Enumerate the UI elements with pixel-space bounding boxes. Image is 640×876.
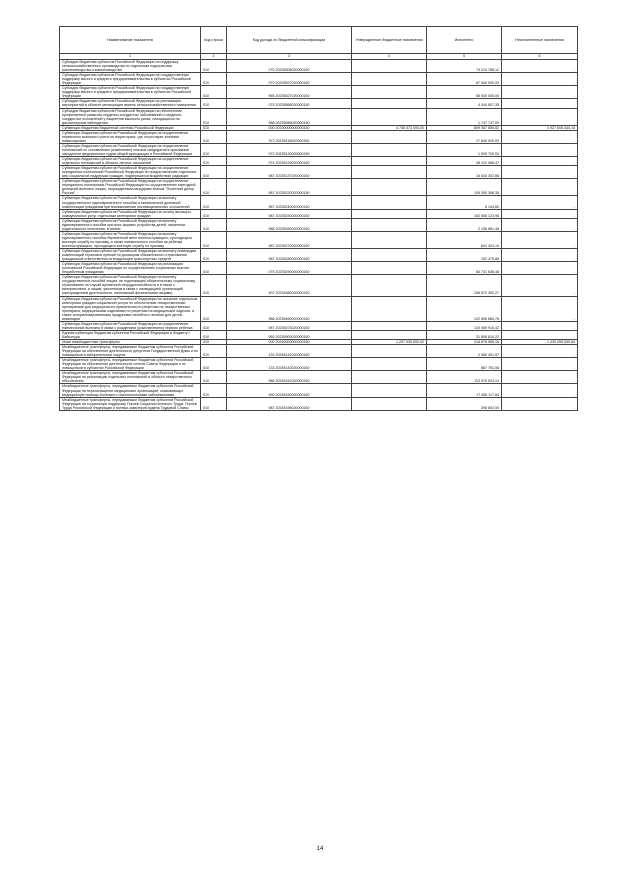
approved-amount: 4 736 573 000,00 — [352, 125, 427, 130]
income-code: 972 20235120020000150 — [227, 143, 352, 156]
budget-income-table — [59, 26, 578, 411]
executed-amount: 74 124 788,12 — [427, 60, 502, 73]
income-code: 987 20235137020000150 — [227, 166, 352, 179]
row-code: 010 — [201, 275, 227, 296]
row-code: 010 — [201, 218, 227, 231]
table-row — [60, 209, 578, 218]
column-number: 3 — [227, 54, 352, 60]
row-code: 010 — [201, 296, 227, 321]
income-code: 979 20225527020000150 — [227, 73, 352, 86]
executed-amount: 48 122 468,47 — [427, 157, 502, 166]
approved-amount — [352, 262, 427, 275]
row-code: 010 — [201, 371, 227, 384]
executed-amount: 58 540 000,00 — [427, 86, 502, 99]
executed-amount: 122 896 685,78 — [427, 296, 502, 321]
income-code: 075 20235568020000150 — [227, 99, 352, 108]
not-executed-amount: - — [502, 345, 578, 358]
row-name: Субвенции бюджетам бюджетной системы Российской Федерации — [60, 125, 201, 130]
income-code: 972 20235118020000150 — [227, 130, 352, 143]
executed-amount: 841 423,19 — [427, 231, 502, 248]
row-name: Межбюджетные трансферты, передаваемые бюджетам субъектов Российской Федерации на социальную поддержку Героев Социалистического Труда, Героев Труда Российской Федерации и полных кавалеров ордена Трудовой Славы — [60, 397, 201, 410]
not-executed-amount: - — [502, 143, 578, 156]
row-name: Межбюджетные трансферты, передаваемые бюджетам субъектов Российской Федерации на обеспечение деятельности депутатов Государственной Думы и их помощников в избирательных округах — [60, 345, 201, 358]
executed-amount: 1 505 700,00 — [427, 143, 502, 156]
row-name: Субвенции бюджетам субъектов Российской Федерации на осуществление отдельных полномочий в области лесных отношений — [60, 157, 201, 166]
approved-amount — [352, 166, 427, 179]
income-code: 986 20245161020000150 — [227, 371, 352, 384]
row-code: 010 — [201, 262, 227, 275]
executed-amount: 106 672 392,27 — [427, 275, 502, 296]
income-code: 907 20235380020000150 — [227, 275, 352, 296]
row-code: 010 — [201, 231, 227, 248]
column-number: 2 — [201, 54, 227, 60]
approved-amount — [352, 130, 427, 143]
executed-amount: 84 731 638,48 — [427, 262, 502, 275]
row-name: Субвенции бюджетам субъектов Российской Федерации на осуществление полномочий по составлению (изменению) списков кандидатов в присяжные заседатели федеральных судов общей юрисдикции в Российской Федерации — [60, 143, 201, 156]
not-executed-amount: - — [502, 296, 578, 321]
income-code: 988 20235586020000150 — [227, 108, 352, 125]
row-code: 010 — [201, 143, 227, 156]
table-row — [60, 73, 578, 86]
table-row — [60, 358, 578, 371]
row-code: 010 — [201, 157, 227, 166]
executed-amount: 4 344 607,35 — [427, 99, 502, 108]
not-executed-amount: - — [502, 249, 578, 262]
row-code: 010 — [201, 330, 227, 339]
row-code: 010 — [201, 321, 227, 330]
income-code: 133 20245142020000150 — [227, 358, 352, 371]
income-code: 974 20235129020000150 — [227, 157, 352, 166]
row-code: 010 — [201, 125, 227, 130]
approved-amount — [352, 99, 427, 108]
approved-amount — [352, 384, 427, 397]
income-code: 987 20245198020000150 — [227, 397, 352, 410]
row-code: 010 — [201, 340, 227, 345]
not-executed-amount: - — [502, 166, 578, 179]
header-income-code: Код дохода по бюджетной классификации — [227, 27, 352, 54]
approved-amount — [352, 179, 427, 196]
row-name: Субсидии бюджетам субъектов Российской Федерации на государственную поддержку малого и среднего предпринимательства в субъектах Российской Федерации — [60, 73, 201, 86]
row-code: 010 — [201, 108, 227, 125]
executed-amount: 152 475,86 — [427, 249, 502, 262]
executed-amount: 6 144,60 — [427, 196, 502, 209]
approved-amount — [352, 296, 427, 321]
approved-amount — [352, 321, 427, 330]
row-code: 010 — [201, 397, 227, 410]
row-name: Субсидии бюджетам субъектов Российской Федерации на реализацию мероприятий в области мелиорации земель сельскохозяйственного назначения — [60, 99, 201, 108]
not-executed-amount: - — [502, 384, 578, 397]
approved-amount — [352, 218, 427, 231]
not-executed-amount: - — [502, 209, 578, 218]
row-code: 010 — [201, 73, 227, 86]
executed-amount: 2 960 451,97 — [427, 345, 502, 358]
table-row — [60, 330, 578, 339]
table-row — [60, 157, 578, 166]
table-row — [60, 296, 578, 321]
column-number: 5 — [427, 54, 502, 60]
row-name: Субвенции бюджетам субъектов Российской Федерации на выплату единовременного пособия беременной жене военнослужащего, проходящего военную службу по призыву, а также ежемесячного пособия на ребенка военнослужащего, проходящего военную службу по призыву — [60, 231, 201, 248]
row-code: 010 — [201, 358, 227, 371]
row-code: 010 — [201, 209, 227, 218]
column-number: 4 — [352, 54, 427, 60]
row-name: Межбюджетные трансферты, передаваемые бюджетам субъектов Российской Федерации на обеспечение деятельности членов Совета Федерации и их помощников в субъектах Российской Федерации — [60, 358, 201, 371]
page-number: 14 — [316, 846, 324, 852]
row-name: Единая субвенция бюджетам субъектов Российской Федерации и бюджету г. Байконура — [60, 330, 201, 339]
table-row — [60, 231, 578, 248]
income-code: 988 20235260020000150 — [227, 218, 352, 231]
table-row — [60, 60, 578, 73]
approved-amount — [352, 397, 427, 410]
table-row — [60, 397, 578, 410]
income-code: 965 20235900020000150 — [227, 330, 352, 339]
row-name: Субвенции бюджетам субъектов Российской Федерации на реализацию полномочий Российской Федерации по осуществлению социальных выплат безработным гражданам — [60, 262, 201, 275]
row-code: 010 — [201, 130, 227, 143]
executed-amount: 113 975 524,14 — [427, 371, 502, 384]
table-row — [60, 130, 578, 143]
table-row — [60, 275, 578, 296]
header-not-executed: Неисполненные назначения — [502, 27, 578, 54]
income-code: 000 20240000000000150 — [227, 340, 352, 345]
not-executed-amount: - — [502, 130, 578, 143]
approved-amount — [352, 249, 427, 262]
table-row — [60, 108, 578, 125]
not-executed-amount: 1 039 059 530,84 — [502, 340, 578, 345]
income-code: 000 20230000000000150 — [227, 125, 352, 130]
row-code: 010 — [201, 179, 227, 196]
table-row — [60, 143, 578, 156]
executed-amount: 87 540 000,00 — [427, 73, 502, 86]
executed-amount: 16 543 302,88 — [427, 166, 502, 179]
row-code: 010 — [201, 345, 227, 358]
not-executed-amount: - — [502, 196, 578, 209]
executed-amount: 887 761,58 — [427, 358, 502, 371]
income-code: 987 20235240020000150 — [227, 196, 352, 209]
executed-amount: 17 266 117,84 — [427, 384, 502, 397]
row-name: Субсидии бюджетам субъектов Российской Федерации на государственную поддержку малого и среднего предпринимательства в субъектах Российской Федерации — [60, 86, 201, 99]
row-code: 010 — [201, 196, 227, 209]
income-code: 075 20235508020000150 — [227, 60, 352, 73]
not-executed-amount: - — [502, 321, 578, 330]
not-executed-amount: - — [502, 397, 578, 410]
income-code: 133 20245141020000150 — [227, 345, 352, 358]
not-executed-amount: - — [502, 108, 578, 125]
not-executed-amount: - — [502, 218, 578, 231]
row-name: Субвенции бюджетам субъектов Российской Федерации на выплату инвалидам компенсаций страховых премий по договорам обязательного страхования гражданской ответственности владельцев транспортных средств — [60, 249, 201, 262]
executed-amount: 2 158 881,48 — [427, 218, 502, 231]
row-name: Межбюджетные трансферты, передаваемые бюджетам субъектов Российской Федерации на реализацию отдельных полномочий в области лекарственного обеспечения — [60, 371, 201, 384]
approved-amount — [352, 73, 427, 86]
not-executed-amount: - — [502, 262, 578, 275]
row-name: Субсидии бюджетам субъектов Российской Федерации на поддержку сельскохозяйственного производства по отдельным подотраслям растениеводства и животноводства — [60, 60, 201, 73]
table-row — [60, 384, 578, 397]
not-executed-amount: - — [502, 157, 578, 166]
table-row — [60, 86, 578, 99]
not-executed-amount: - — [502, 86, 578, 99]
row-code: 010 — [201, 60, 227, 73]
approved-amount: 1 257 935 500,00 — [352, 340, 427, 345]
row-name: Субвенции бюджетам субъектов Российской Федерации на выплату единовременного пособия при всех формах устройства детей, лишенных родительского попечения, в семью — [60, 218, 201, 231]
row-name: Субвенции бюджетам субъектов Российской Федерации на осуществление первичного воинского учета на территориях, где отсутствуют военные комиссариаты — [60, 130, 201, 143]
income-code: 075 20235290020000150 — [227, 262, 352, 275]
executed-amount: 31 808 810,22 — [427, 330, 502, 339]
header-row-code: Код строки — [201, 27, 227, 54]
executed-amount: 1 747 747,09 — [427, 108, 502, 125]
executed-amount: 105 350 388,35 — [427, 179, 502, 196]
table-row — [60, 179, 578, 196]
approved-amount — [352, 358, 427, 371]
executed-amount: 218 876 969,16 — [427, 340, 502, 345]
income-code: 986 20235460020000150 — [227, 296, 352, 321]
table-header-row — [60, 27, 578, 54]
executed-amount: 809 367 655,82 — [427, 125, 502, 130]
table-row — [60, 218, 578, 231]
column-number: 1 — [60, 54, 201, 60]
income-code: 987 20235280020000150 — [227, 249, 352, 262]
row-name: Субвенции бюджетам субъектов Российской Федерации на оплату жилищно-коммунальных услуг отдельным категориям граждан — [60, 209, 201, 218]
income-code: 987 20235573020000150 — [227, 321, 352, 330]
income-code: 987 20235250020000150 — [227, 209, 352, 218]
income-code: 987 20235220020000150 — [227, 179, 352, 196]
table-row — [60, 196, 578, 209]
table-row — [60, 262, 578, 275]
approved-amount — [352, 86, 427, 99]
not-executed-amount: - — [502, 60, 578, 73]
header-approved: Утвержденные бюджетные назначения — [352, 27, 427, 54]
executed-amount: 298 802,00 — [427, 397, 502, 410]
executed-amount: 17 640 000,00 — [427, 130, 502, 143]
column-number: 6 — [502, 54, 578, 60]
not-executed-amount: 3 927 605 344,18 — [502, 125, 578, 130]
table-row — [60, 321, 578, 330]
not-executed-amount: - — [502, 73, 578, 86]
not-executed-amount: - — [502, 358, 578, 371]
table-row — [60, 345, 578, 358]
header-executed: Исполнено — [427, 27, 502, 54]
income-code: 965 20235527020000150 — [227, 86, 352, 99]
row-name: Субвенции бюджетам субъектов Российской Федерации на оказание отдельным категориям граждан социальной услуги по обеспечению лекарственными препаратами для медицинского применения по рецептам на лекарственные препараты, медицинскими изделиями по рецептам на медицинские изделия, а также специализированными продуктами лечебного питания для детей-инвалидов — [60, 296, 201, 321]
row-name: Межбюджетные трансферты, передаваемые бюджетам субъектов Российской Федерации на переоснащение медицинских организаций, оказывающих медицинскую помощь больным с онкологическими заболеваниями — [60, 384, 201, 397]
row-code: 010 — [201, 384, 227, 397]
row-code: 010 — [201, 249, 227, 262]
row-name: Субвенции бюджетам субъектов Российской Федерации на осуществление переданного полномочия Российской Федерации по осуществлению ежегодной денежной выплаты лицам, награжденным нагрудным знаком "Почетный донор России" — [60, 179, 201, 196]
approved-amount — [352, 157, 427, 166]
approved-amount — [352, 330, 427, 339]
approved-amount — [352, 209, 427, 218]
approved-amount — [352, 231, 427, 248]
not-executed-amount: - — [502, 179, 578, 196]
table-row — [60, 371, 578, 384]
not-executed-amount: - — [502, 231, 578, 248]
not-executed-amount: - — [502, 371, 578, 384]
executed-amount: 163 068 123,96 — [427, 209, 502, 218]
executed-amount: 110 459 915,42 — [427, 321, 502, 330]
row-code: 010 — [201, 86, 227, 99]
table-row — [60, 166, 578, 179]
approved-amount — [352, 108, 427, 125]
not-executed-amount: - — [502, 330, 578, 339]
row-code: 010 — [201, 99, 227, 108]
approved-amount — [352, 60, 427, 73]
approved-amount — [352, 275, 427, 296]
row-code: 010 — [201, 166, 227, 179]
income-code: 990 20245190020000150 — [227, 384, 352, 397]
row-name: Субвенции бюджетам субъектов Российской Федерации на выплату государственного единовременного пособия и ежемесячной денежной компенсации гражданам при возникновении поствакцинальных осложнений — [60, 196, 201, 209]
row-name: Субвенции бюджетам субъектов Российской Федерации на осуществление переданных полномочий Российской Федерации по предоставлению отдельных мер социальной поддержки граждан, подвергшихся воздействию радиации — [60, 166, 201, 179]
table-row — [60, 249, 578, 262]
not-executed-amount: - — [502, 275, 578, 296]
table-row — [60, 99, 578, 108]
approved-amount — [352, 196, 427, 209]
approved-amount — [352, 143, 427, 156]
row-name: Субвенции бюджетам субъектов Российской Федерации на выплату государственных пособий лицам, не подлежащим обязательному социальному страхованию на случай временной нетрудоспособности и в связи с материнством, и лицам, уволенным в связи с ликвидацией организаций (прекращением деятельности, полномочий физическими лицами) — [60, 275, 201, 296]
approved-amount — [352, 371, 427, 384]
income-code: 987 20235270020000150 — [227, 231, 352, 248]
approved-amount — [352, 345, 427, 358]
not-executed-amount: - — [502, 99, 578, 108]
row-name: Иные межбюджетные трансферты — [60, 340, 201, 345]
row-name: Субвенции бюджетам субъектов Российской Федерации на осуществление ежемесячной выплаты в связи с рождением (усыновлением) первого ребенка — [60, 321, 201, 330]
row-name: Субсидии бюджетам субъектов Российской Федерации на обеспечение профилактики развития сердечно-сосудистых заболеваний и сердечно-сосудистых осложнений у пациентов высокого риска, находящихся на диспансерном наблюдении — [60, 108, 201, 125]
header-name: Наименование показателя — [60, 27, 201, 54]
